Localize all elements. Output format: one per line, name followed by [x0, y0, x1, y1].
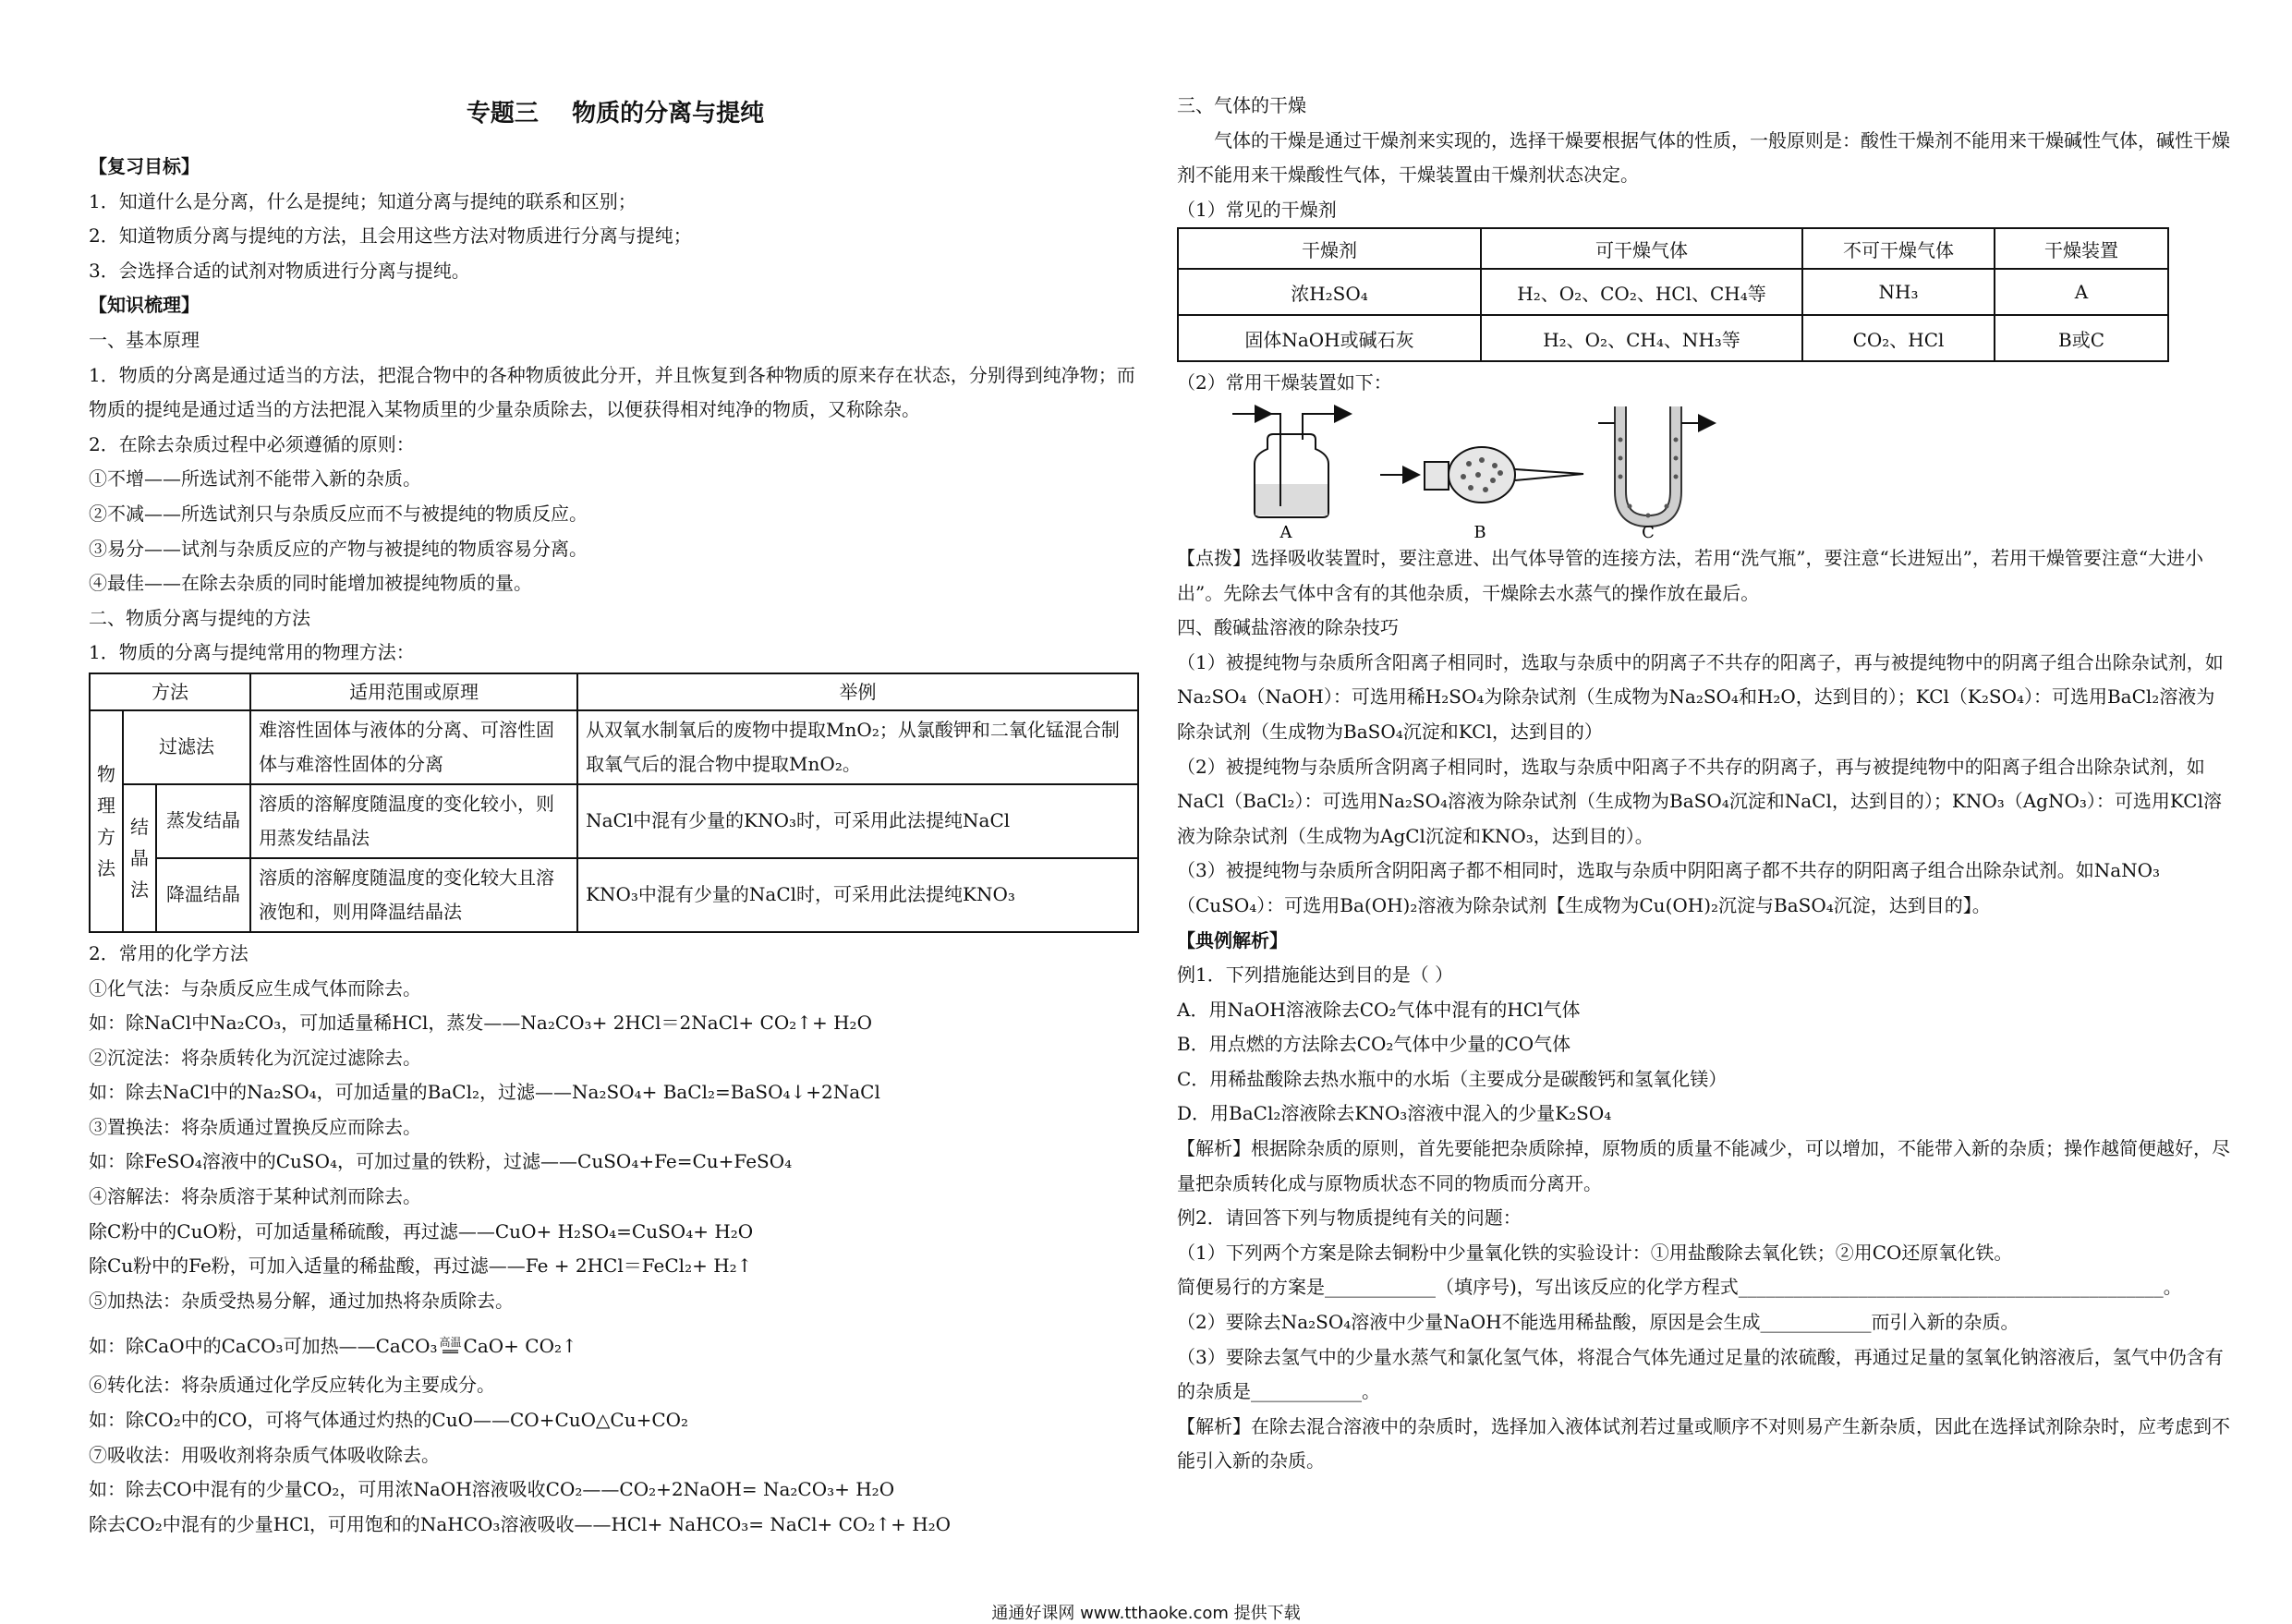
apparatus-label: C	[1642, 522, 1655, 541]
wash-bottle-a	[1232, 414, 1349, 541]
table-header: 方法	[90, 673, 250, 710]
review-item: 1．知道什么是分离，什么是提纯；知道分离与提纯的联系和区别；	[89, 189, 637, 212]
table-cell: 固体NaOH或碱石灰	[1178, 315, 1481, 361]
method-name: 蒸发结晶	[156, 784, 250, 858]
example-question: 例2．请回答下列与物质提纯有关的问题：	[1177, 1206, 1522, 1230]
left-column	[89, 0, 1142, 1542]
methods-heading: 二、物质分离与提纯的方法	[89, 606, 310, 629]
physical-methods-heading: 1．物质的分离与提纯常用的物理方法：	[89, 641, 415, 664]
dry-common-heading: （1）常见的干燥剂	[1177, 198, 1337, 221]
right-column	[1177, 0, 2230, 1479]
drying-apparatus-figure	[1232, 403, 1750, 541]
salt-paragraph: （2）被提纯物与杂质所含阴离子相同时，选取与杂质中阳离子不共存的阴离子，再与被提纯物中的阳离子组合出除杂试剂，如NaCl（BaCl₂）：可选用Na₂SO₄溶液为除杂试剂（生成物为BaSO₄沉淀和NaCl，达到目的）；KNO₃（AgNO₃）：可选用KCl溶液为除杂试剂（生成物为AgCl沉淀和KNO₃，达到目的）。	[1177, 755, 2222, 847]
chemical-line: ②沉淀法：将杂质转化为沉淀过滤除去。	[89, 1046, 421, 1069]
chemical-line: ⑤加热法：杂质受热易分解，通过加热将杂质除去。	[89, 1289, 514, 1312]
method-name: 过滤法	[123, 710, 250, 784]
table-row	[90, 710, 1138, 784]
method-example: NaCl中混有少量的KNO₃时，可采用此法提纯NaCl	[577, 784, 1138, 858]
chemical-line: 如：除CO₂中的CO，可将气体通过灼热的CuO——CO+CuO△Cu+CO₂	[89, 1409, 689, 1432]
page-footer: 通通好课网 www.tthaoke.com 提供下载	[991, 1604, 1301, 1623]
method-scope: 溶质的溶解度随温度的变化较大且溶液饱和，则用降温结晶法	[250, 858, 577, 932]
method-scope: 溶质的溶解度随温度的变化较小，则用蒸发结晶法	[250, 784, 577, 858]
example-subquestion: （2）要除去Na₂SO₄溶液中少量NaOH不能选用稀盐酸，原因是会生成____________而引入新的杂质。	[1177, 1311, 2019, 1334]
chemical-line: ⑦吸收法：用吸收剂将杂质气体吸收除去。	[89, 1443, 440, 1466]
example-subquestion: 简便易行的方案是____________（填序号)，写出该反应的化学方程式______________________________________________。	[1177, 1276, 2182, 1299]
table-header: 举例	[577, 673, 1138, 710]
method-scope: 难溶性固体与液体的分离、可溶性固体与难溶性固体的分离	[250, 710, 577, 784]
chemical-line: 除Cu粉中的Fe粉，可加入适量的稀盐酸，再过滤——Fe + 2HCl＝FeCl₂+ H₂↑	[89, 1254, 753, 1278]
table-header: 可干燥气体	[1481, 228, 1802, 269]
reaction-condition: 高温	[439, 1336, 462, 1350]
principle-heading: 一、基本原理	[89, 328, 200, 351]
table-header: 干燥剂	[1178, 228, 1481, 269]
table-header: 适用范围或原理	[250, 673, 577, 710]
table-header: 干燥装置	[1995, 228, 2168, 269]
physical-method-label: 物 理 方 法	[90, 710, 123, 932]
physical-methods-table	[89, 673, 1139, 933]
chemical-line: ①化气法：与杂质反应生成气体而除去。	[89, 976, 421, 1000]
table-cell: H₂、O₂、CO₂、HCl、CH₄等	[1481, 269, 1802, 315]
table-cell: B或C	[1995, 315, 2168, 361]
example-option: A．用NaOH溶液除去CO₂气体中混有的HCl气体	[1177, 998, 1581, 1021]
chemical-methods-heading: 2．常用的化学方法	[89, 941, 249, 964]
review-heading: 【复习目标】	[89, 155, 200, 177]
example-subquestion: （1）下列两个方案是除去铜粉中少量氧化铁的实验设计：①用盐酸除去氧化铁；②用CO还原氧化铁。	[1177, 1241, 2013, 1264]
chemical-line: 如：除去CO中混有的少量CO₂，可用浓NaOH溶液吸收CO₂——CO₂+2NaOH= Na₂CO₃+ H₂O	[89, 1478, 895, 1501]
rule-item: ④最佳——在除去杂质的同时能增加被提纯物质的量。	[89, 572, 532, 595]
salt-heading: 四、酸碱盐溶液的除杂技巧	[1177, 616, 1399, 639]
examples-heading: 【典例解析】	[1177, 928, 1288, 951]
apparatus-label: A	[1279, 522, 1292, 541]
chemical-line: 如：除FeSO₄溶液中的CuSO₄，可加过量的铁粉，过滤——CuSO₄+Fe=Cu+FeSO₄	[89, 1150, 793, 1173]
table-row	[90, 858, 1138, 932]
example-subquestion: （3）要除去氢气中的少量水蒸气和氯化氢气体，将混合气体先通过足量的浓硫酸，再通过足量的氢氧化钠溶液后，氢气中仍含有的杂质是____________。	[1177, 1345, 2224, 1403]
table-header: 不可干燥气体	[1802, 228, 1995, 269]
knowledge-heading: 【知识梳理】	[89, 294, 200, 317]
table-cell: A	[1995, 269, 2168, 315]
example-analysis: 【解析】在除去混合溶液中的杂质时，选择加入液体试剂若过量或顺序不对则易产生新杂质，因此在选择试剂除杂时，应考虑到不能引入新的杂质。	[1177, 1414, 2230, 1473]
principle-rules-intro: 2．在除去杂质过程中必须遵循的原则：	[89, 432, 415, 455]
heat-equation-suffix: CaO+ CO₂↑	[463, 1335, 577, 1358]
method-example: KNO₃中混有少量的NaCl时，可采用此法提纯KNO₃	[577, 858, 1138, 932]
rule-item: ③易分——试剂与杂质反应的产物与被提纯的物质容易分离。	[89, 537, 588, 560]
u-tube-c	[1598, 406, 1713, 541]
principle-paragraph: 1．物质的分离是通过适当的方法，把混合物中的各种物质彼此分开，并且恢复到各种物质的原来存在状态，分别得到纯净物；而物质的提纯是通过适当的方法把混入某物质里的少量杂质除去，以便获得相对纯净的物质，又称除杂。	[89, 363, 1135, 421]
apparatus-label: B	[1473, 522, 1486, 541]
desiccant-table	[1177, 227, 2169, 362]
chemical-line: 如：除去NaCl中的Na₂SO₄，可加适量的BaCl₂，过滤——Na₂SO₄+ BaCl₂=BaSO₄↓+2NaCl	[89, 1081, 880, 1104]
example-option: B．用点燃的方法除去CO₂气体中少量的CO气体	[1177, 1033, 1571, 1056]
chemical-line: 除C粉中的CuO粉，可加适量稀硫酸，再过滤——CuO+ H₂SO₄=CuSO₄+ H₂O	[89, 1219, 754, 1242]
chemical-line: ⑥转化法：将杂质通过化学反应转化为主要成分。	[89, 1374, 495, 1397]
tip-paragraph: 【点拨】选择吸收装置时，要注意进、出气体导管的连接方法，若用“洗气瓶”，要注意“长进短出”，若用干燥管要注意“大进小出”。先除去气体中含有的其他杂质，干燥除去水蒸气的操作放在最后。	[1177, 546, 2204, 604]
drying-tube-b	[1380, 447, 1583, 541]
table-row	[1178, 315, 2168, 361]
rule-item: ①不增——所选试剂不能带入新的杂质。	[89, 467, 421, 491]
table-cell: 浓H₂SO₄	[1178, 269, 1481, 315]
table-row	[90, 784, 1138, 858]
review-item: 2．知道物质分离与提纯的方法，且会用这些方法对物质进行分离与提纯；	[89, 224, 692, 248]
dry-apparatus-heading: （2）常用干燥装置如下：	[1177, 371, 1392, 394]
chemical-line: ④溶解法：将杂质溶于某种试剂而除去。	[89, 1185, 421, 1208]
chemical-line: 除去CO₂中混有的少量HCl，可用饱和的NaHCO₃溶液吸收——HCl+ NaHCO₃= NaCl+ CO₂↑+ H₂O	[89, 1512, 952, 1535]
chemical-line: 如：除NaCl中Na₂CO₃，可加适量稀HCl，蒸发——Na₂CO₃+ 2HCl＝2NaCl+ CO₂↑+ H₂O	[89, 1012, 872, 1035]
example-analysis: 【解析】根据除杂质的原则，首先要能把杂质除掉，原物质的质量不能减少，可以增加，不能带入新的杂质；操作越简便越好，尽量把杂质转化成与原物质状态不同的物质而分离开。	[1177, 1137, 2230, 1194]
heat-equation-prefix: 如：除CaO中的CaCO₃可加热——CaCO₃	[89, 1335, 438, 1358]
example-option: D．用BaCl₂溶液除去KNO₃溶液中混入的少量K₂SO₄	[1177, 1102, 1612, 1125]
heat-equation: 如：除CaO中的CaCO₃可加热——CaCO₃ 高温 ══ CaO+ CO₂↑	[89, 1335, 577, 1361]
chemical-line: ③置换法：将杂质通过置换反应而除去。	[89, 1115, 421, 1138]
salt-paragraph: （3）被提纯物与杂质所含阴阳离子都不相同时，选取与杂质中阴阳离子都不共存的阴阳离子组合出除杂试剂。如NaNO₃（CuSO₄）：可选用Ba(OH)₂溶液为除杂试剂【生成物为Cu(OH)₂沉淀与BaSO₄沉淀，达到目的】。	[1177, 859, 2161, 916]
dry-intro: 气体的干燥是通过干燥剂来实现的，选择干燥要根据气体的性质，一般原则是：酸性干燥剂不能用来干燥碱性气体，碱性干燥剂不能用来干燥酸性气体，干燥装置由干燥剂状态决定。	[1177, 128, 2230, 187]
crystal-method-label: 结 晶 法	[123, 784, 156, 932]
review-item: 3．会选择合适的试剂对物质进行分离与提纯。	[89, 259, 470, 282]
example-question: 例1．下列措施能达到目的是（ ）	[1177, 963, 1454, 987]
table-row	[1178, 269, 2168, 315]
rule-item: ②不减——所选试剂只与杂质反应而不与被提纯的物质反应。	[89, 502, 588, 525]
method-name: 降温结晶	[156, 858, 250, 932]
page-title: 专题三 物质的分离与提纯	[466, 100, 765, 127]
method-example: 从双氧水制氧后的废物中提取MnO₂；从氯酸钾和二氧化锰混合制取氧气后的混合物中提取MnO₂。	[577, 710, 1138, 784]
table-cell: H₂、O₂、CH₄、NH₃等	[1481, 315, 1802, 361]
example-option: C．用稀盐酸除去热水瓶中的水垢（主要成分是碳酸钙和氢氧化镁）	[1177, 1067, 1728, 1090]
table-cell: NH₃	[1802, 269, 1995, 315]
dry-heading: 三、气体的干燥	[1177, 94, 1306, 116]
table-cell: CO₂、HCl	[1802, 315, 1995, 361]
salt-paragraph: （1）被提纯物与杂质所含阳离子相同时，选取与杂质中的阴离子不共存的阳离子，再与被提纯物中的阴离子组合出除杂试剂，如Na₂SO₄（NaOH）：可选用稀H₂SO₄为除杂试剂（生成物为Na₂SO₄和H₂O，达到目的）；KCl（K₂SO₄）：可选用BaCl₂溶液为除杂试剂（生成物为BaSO₄沉淀和KCl，达到目的）	[1177, 650, 2224, 743]
